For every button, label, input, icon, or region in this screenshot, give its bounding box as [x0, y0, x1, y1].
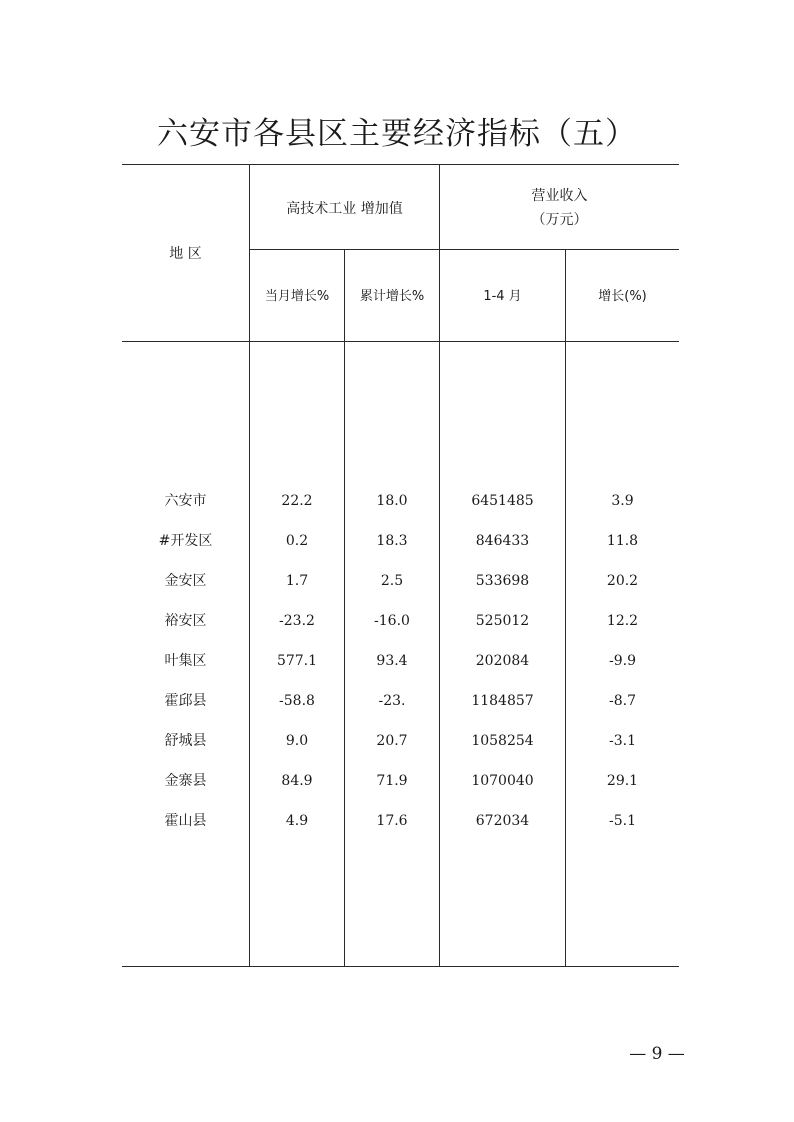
- row-region: 舒城县: [164, 733, 207, 749]
- row-monthly-growth: 84.9: [281, 773, 313, 789]
- row-monthly-growth: 0.2: [285, 533, 309, 549]
- header-high-tech-industry: 高技术工业 增加值: [286, 201, 403, 217]
- header-monthly-growth: 当月增长%: [264, 289, 330, 304]
- row-region: 霍邱县: [164, 693, 207, 709]
- row-monthly-growth: 22.2: [281, 493, 313, 509]
- row-revenue: 1184857: [471, 693, 534, 709]
- table-bottom-border: [122, 966, 679, 967]
- header-revenue-growth: 增长(%): [598, 289, 647, 304]
- header-bottom-border: [122, 341, 679, 342]
- row-revenue-growth: 11.8: [606, 533, 639, 549]
- row-region: 六安市: [164, 493, 207, 509]
- row-cumulative-growth: 2.5: [380, 573, 404, 589]
- header-cumulative-growth: 累计增长%: [359, 289, 425, 304]
- header-jan-apr: 1-4 月: [483, 289, 522, 304]
- row-cumulative-growth: 93.4: [376, 653, 408, 669]
- column-divider-revenue: [565, 249, 566, 966]
- row-monthly-growth: 9.0: [285, 733, 309, 749]
- row-revenue-growth: 20.2: [606, 573, 639, 589]
- row-monthly-growth: -58.8: [279, 693, 315, 709]
- row-monthly-growth: 577.1: [276, 653, 318, 669]
- header-group-divider: [250, 249, 679, 250]
- row-revenue-growth: 3.9: [611, 493, 634, 509]
- row-cumulative-growth: 18.0: [376, 493, 408, 509]
- row-revenue: 672034: [475, 813, 530, 829]
- page-title: 六安市各县区主要经济指标（五）: [157, 116, 637, 152]
- row-revenue-growth: -9.9: [609, 653, 636, 669]
- row-cumulative-growth: 18.3: [376, 533, 408, 549]
- row-region: 金寨县: [164, 773, 207, 789]
- row-revenue-growth: -5.1: [609, 813, 636, 829]
- row-revenue-growth: 29.1: [606, 773, 639, 789]
- row-cumulative-growth: 71.9: [376, 773, 408, 789]
- row-revenue-growth: -8.7: [609, 693, 636, 709]
- column-divider-monthly: [344, 249, 345, 966]
- row-cumulative-growth: 20.7: [376, 733, 408, 749]
- row-monthly-growth: -23.2: [279, 613, 315, 629]
- row-region: #开发区: [158, 533, 213, 549]
- row-monthly-growth: 1.7: [285, 573, 309, 589]
- header-revenue-title: 营业收入: [531, 188, 588, 204]
- row-region: 金安区: [164, 573, 207, 589]
- row-revenue: 1058254: [471, 733, 534, 749]
- row-cumulative-growth: -23.: [378, 693, 406, 709]
- row-revenue: 202084: [475, 653, 530, 669]
- row-cumulative-growth: -16.0: [374, 613, 410, 629]
- table-top-border: [122, 164, 679, 165]
- row-revenue: 846433: [475, 533, 530, 549]
- row-region: 叶集区: [164, 653, 207, 669]
- row-region: 霍山县: [164, 813, 207, 829]
- row-revenue: 6451485: [471, 493, 534, 509]
- row-revenue: 1070040: [471, 773, 534, 789]
- row-region: 裕安区: [164, 613, 207, 629]
- row-revenue: 525012: [475, 613, 530, 629]
- row-monthly-growth: 4.9: [285, 813, 309, 829]
- header-region: 地 区: [169, 246, 202, 262]
- column-divider-group: [439, 164, 440, 966]
- column-divider-region: [249, 164, 250, 966]
- row-cumulative-growth: 17.6: [376, 813, 408, 829]
- row-revenue-growth: 12.2: [606, 613, 639, 629]
- header-revenue-unit: （万元）: [531, 212, 588, 228]
- row-revenue: 533698: [475, 573, 530, 589]
- page-number: — 9 —: [629, 1044, 685, 1064]
- row-revenue-growth: -3.1: [609, 733, 636, 749]
